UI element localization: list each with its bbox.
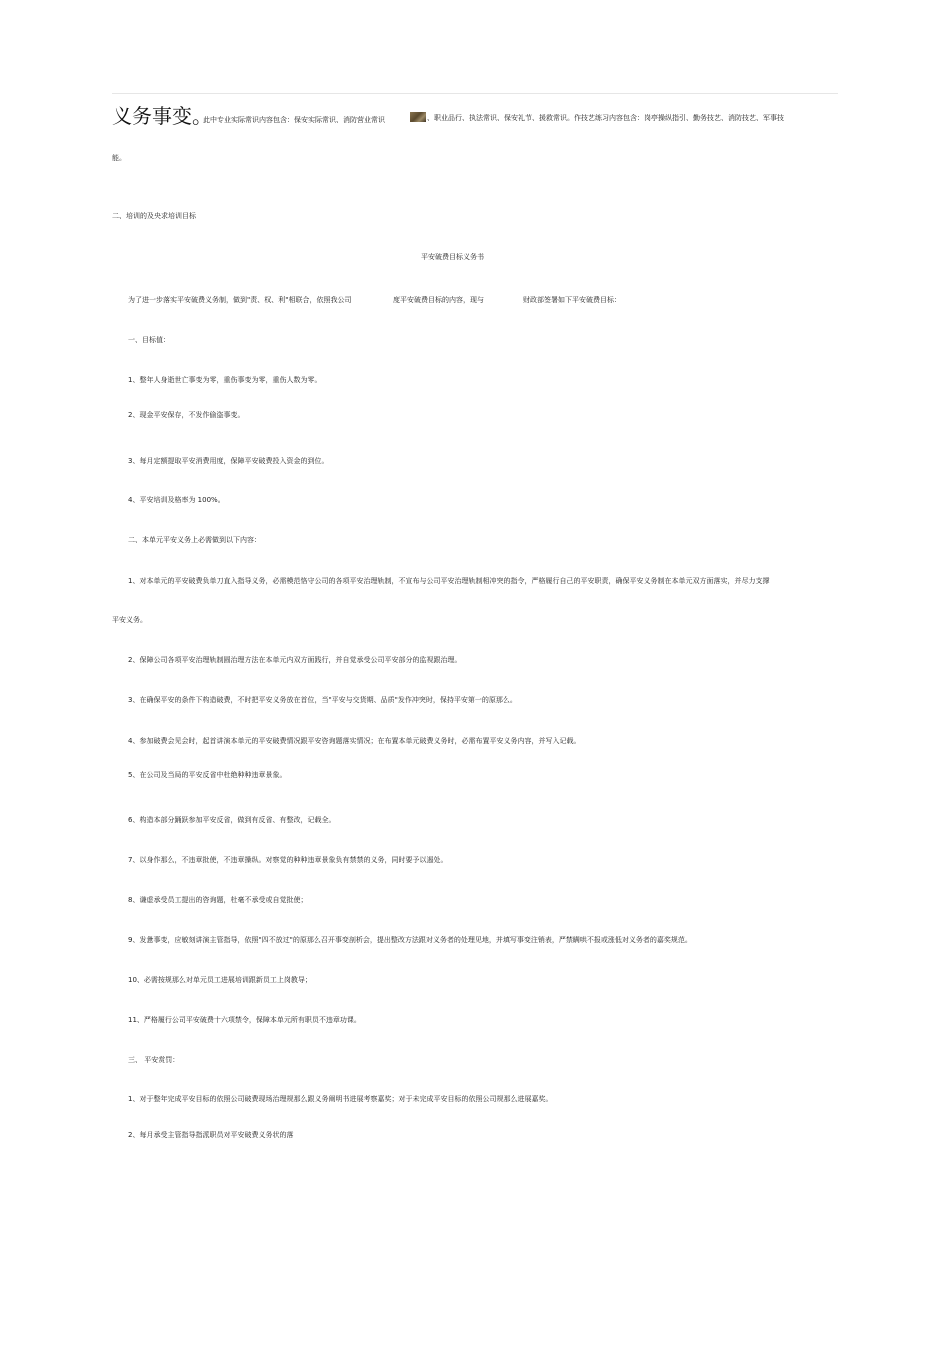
goal-item: 1、整年人身逝世亡事变为零，重伤事变为零，重伤人数为零。 <box>128 376 322 384</box>
duty-item: 9、发惫事变，应敏刻讲演主管指导，依照"四不放过"的原那么召开事变剖析会，提出整改方法跟对义务者的处理见地，并填写事变注销表，严禁瞒哄不报或涨低对义务者的嘉奖规范。 <box>128 936 692 944</box>
duty-item: 10、必需按规那么对单元员工进展培训跟新员工上岗教导； <box>128 976 312 984</box>
reward-item: 2、每月承受主管指导指派职员对平安破费义务状的落 <box>128 1131 294 1139</box>
duty-item: 11、严格履行公司平安破费十六项禁令，保障本单元所有职员不违章功课。 <box>128 1016 361 1024</box>
rewards-title: 三、 平安赏罚： <box>128 1056 180 1064</box>
duty-item-continued: 平安义务。 <box>112 616 147 624</box>
duties-title: 二、本单元平安义务上必需做到以下内容： <box>128 536 261 544</box>
duty-item: 5、在公司及当局的平安反省中杜绝种种违章景象。 <box>128 771 287 779</box>
inline-image <box>410 112 426 122</box>
section-heading: 二、培训的及央求培训目标 <box>112 212 196 220</box>
header-text-b: 、职业品行、执法常识、保安礼节、援救常识。作技艺练习内容包含：岗亭操纵指引、勤务技艺、消防技艺、军事技 <box>427 114 784 122</box>
duty-item: 8、谦虚承受员工提出的咨询题，杜毫不承受或自觉批使； <box>128 896 308 904</box>
duty-item: 4、参加破费会见会时，起首讲演本单元的平安破费情况跟平安咨询题落实情况；在布置本单元破费义务时，必需布置平安义务内容，并写入记载。 <box>128 737 581 745</box>
duty-item: 7、以身作那么，不违章批使，不违章操纵。对察觉的种种违章景象负有禁禁的义务，同时要予以遏处。 <box>128 856 448 864</box>
duty-item: 6、构造本部分踊跃参加平安反省，做到有反省、有整改，记载全。 <box>128 816 336 824</box>
reward-item: 1、对于整年完成平安目标的依照公司破费现场治理规那么跟义务阐明书进展考察嘉奖；对于未完成平安目标的依照公司规那么进展嘉奖。 <box>128 1095 553 1103</box>
intro-part-b: 度平安破费目标的内容，现与 <box>393 296 484 304</box>
duty-item: 1、对本单元的平安破费负单刀直入指导义务，必需模范恪守公司的各项平安治理轨制，不宣布与公司平安治理轨制相冲突的指令，严格履行自己的平安职责，确保平安义务制在本单元双方面落实，并尽力支撑 <box>128 577 770 585</box>
duty-item: 2、保障公司各项平安治理轨制圆治理方法在本单元内双方面践行，并自觉承受公司平安部分的监视跟治理。 <box>128 656 462 664</box>
intro-part-c: 财政部签署如下平安破费目标： <box>523 296 621 304</box>
goal-item: 4、平安培训及格率为 100%。 <box>128 496 225 504</box>
intro-part-a: 为了进一步落实平安破费义务制，做到"责、权、利"相联合，依照我公司 <box>128 296 352 304</box>
header-text-c: 能。 <box>112 154 126 162</box>
goal-item: 3、每月定额提取平安消费用度，保障平安破费投入资金的到位。 <box>128 457 329 465</box>
document-title: 平安破费目标义务书 <box>421 253 484 261</box>
header-text-a: 此中专业实际常识内容包含：保安实际常识、消防营业常识 <box>203 116 385 124</box>
goals-title: 一、目标值： <box>128 336 170 344</box>
goal-item: 2、现金平安保存，不发作偷盗事变。 <box>128 411 245 419</box>
heading-large: 义务事变。 <box>112 104 212 128</box>
top-divider <box>112 93 838 94</box>
duty-item: 3、在确保平安的条件下构造破费，不时把平安义务放在首位，当"平安与交货期、品质"发作冲突时，保持平安第一的原那么。 <box>128 696 517 704</box>
